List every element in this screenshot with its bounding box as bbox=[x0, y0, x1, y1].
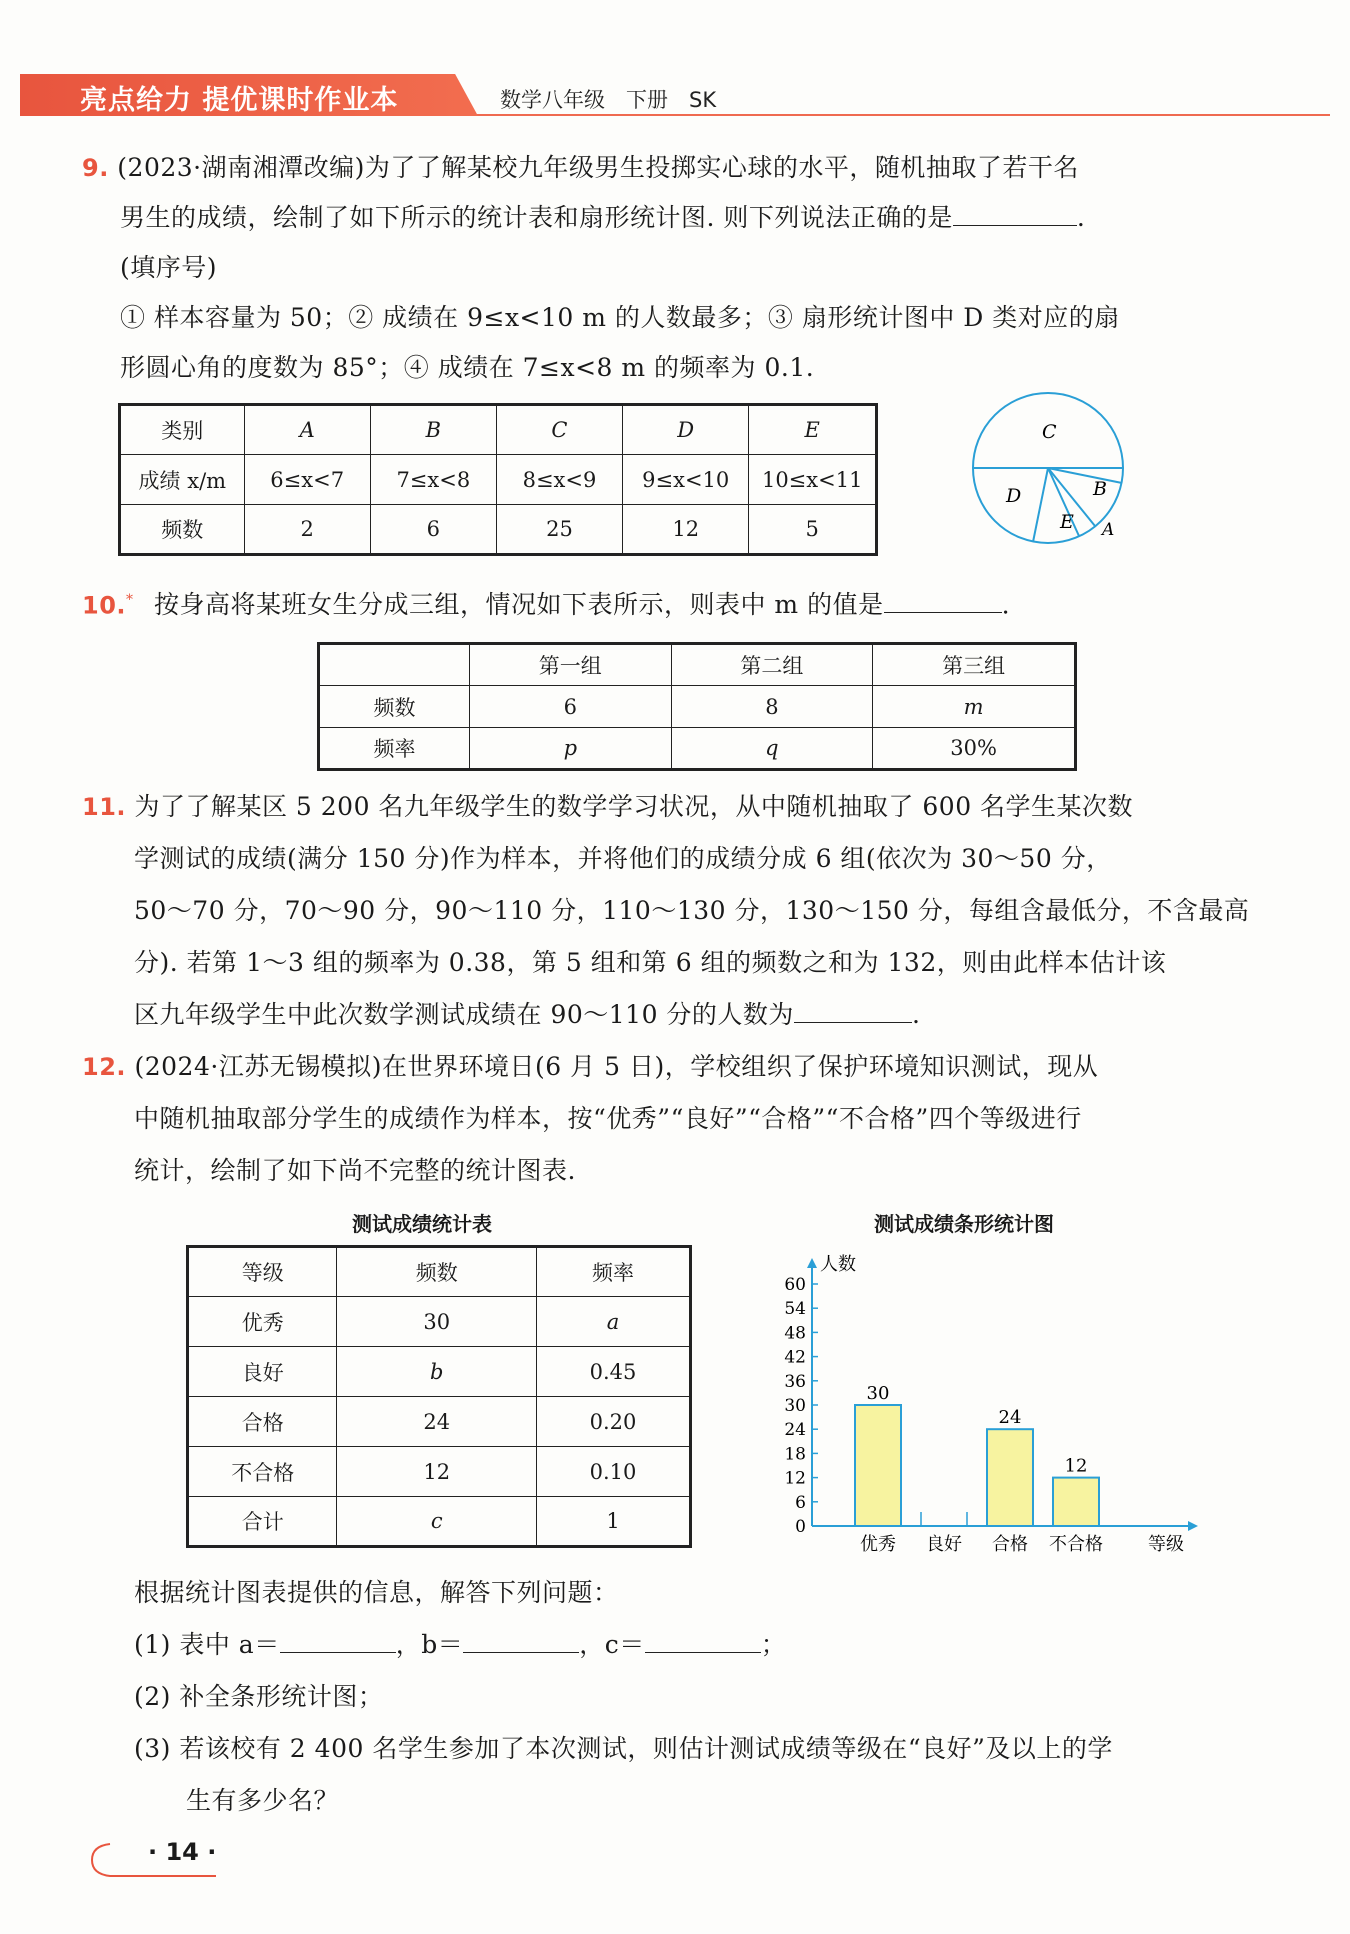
y-tick-label: 30 bbox=[784, 1396, 806, 1416]
q12-sub2: (2) 补全条形统计图； bbox=[134, 1682, 384, 1711]
y-tick-label: 48 bbox=[784, 1323, 806, 1344]
q10-cell: m bbox=[873, 686, 1076, 728]
q12-line2: 中随机抽取部分学生的成绩作为样本，按“优秀”“良好”“合格”“不合格”四个等级进行 bbox=[134, 1104, 1082, 1133]
q10-cell: q bbox=[671, 728, 873, 770]
bar-data-label: 30 bbox=[866, 1383, 890, 1404]
category-label: 优秀 bbox=[860, 1534, 896, 1555]
pie-label-c: C bbox=[1042, 421, 1057, 443]
pie-label-d: D bbox=[1006, 485, 1022, 507]
q9-cell: 类别 bbox=[120, 405, 245, 455]
q9-cell: C bbox=[496, 405, 622, 455]
answer-b-blank[interactable] bbox=[463, 1624, 579, 1653]
pie-label-b: B bbox=[1093, 478, 1107, 500]
q9-answer-blank[interactable] bbox=[953, 197, 1077, 226]
q12-sub3-line1: (3) 若该校有 2 400 名学生参加了本次测试，则估计测试成绩等级在“良好”及以上的学 bbox=[134, 1734, 1113, 1763]
chart-title: 测试成绩条形统计图 bbox=[874, 1212, 1054, 1236]
q10-cell: 8 bbox=[671, 686, 873, 728]
q10-cell: p bbox=[470, 728, 672, 770]
q9-period: . bbox=[1076, 203, 1086, 232]
q12-cell: 等级 bbox=[188, 1247, 337, 1297]
q9-cell: 6≤x<7 bbox=[244, 455, 370, 505]
q12-cell: 合格 bbox=[188, 1397, 337, 1447]
q10-cell: 第三组 bbox=[873, 644, 1076, 686]
x-axis-label: 等级 bbox=[1148, 1534, 1184, 1555]
category-label: 良好 bbox=[926, 1534, 962, 1555]
y-tick-label: 6 bbox=[795, 1492, 806, 1513]
q9-text: (2023·湖南湘潭改编)为了了解某校九年级男生投掷实心球的水平，随机抽取了若干名 bbox=[117, 153, 1079, 182]
q12-sub3-line2: 生有多少名？ bbox=[186, 1786, 340, 1815]
q9-line3: (填序号) bbox=[120, 253, 218, 282]
q12-cell: 0.45 bbox=[537, 1347, 691, 1397]
y-tick-label: 24 bbox=[784, 1420, 806, 1441]
q9-cell: 25 bbox=[496, 505, 622, 555]
q12-line1 bbox=[82, 1042, 1098, 1092]
q12-cell: 频数 bbox=[337, 1247, 537, 1297]
q9-pie-chart bbox=[968, 388, 1128, 548]
y-tick-label: 0 bbox=[795, 1517, 806, 1537]
x-axis-arrow bbox=[1188, 1521, 1198, 1531]
q11-line2: 学测试的成绩(满分 150 分)作为样本，并将他们的成绩分成 6 组(依次为 30～50 分， bbox=[134, 844, 1112, 873]
q12-prompt: 根据统计图表提供的信息，解答下列问题： bbox=[134, 1578, 619, 1607]
sub1-a-label: (1) 表中 a＝ bbox=[134, 1630, 280, 1659]
q9-line2 bbox=[120, 193, 1085, 243]
q11-answer-blank[interactable] bbox=[794, 994, 912, 1023]
q10-cell: 频数 bbox=[319, 686, 470, 728]
q10-answer-blank[interactable] bbox=[884, 584, 1002, 613]
pie-label-e: E bbox=[1060, 511, 1074, 533]
q10-cell: 6 bbox=[470, 686, 672, 728]
q12-line3: 统计，绘制了如下尚不完整的统计图表. bbox=[134, 1156, 576, 1185]
y-axis-label: 人数 bbox=[820, 1254, 856, 1275]
y-tick-label: 12 bbox=[784, 1468, 806, 1489]
category-label: 合格 bbox=[992, 1534, 1028, 1555]
q10-table bbox=[317, 642, 1077, 771]
q10-cell: 30% bbox=[873, 728, 1076, 770]
q11-line5 bbox=[134, 990, 920, 1040]
q9-number: 9. bbox=[82, 154, 109, 182]
answer-a-blank[interactable] bbox=[280, 1624, 396, 1653]
q12-cell: 30 bbox=[337, 1297, 537, 1347]
y-axis-arrow bbox=[807, 1258, 817, 1268]
q9-cell: 成绩 x/m bbox=[120, 455, 245, 505]
q12-cell: 24 bbox=[337, 1397, 537, 1447]
q12-cell: 0.20 bbox=[537, 1397, 691, 1447]
q10-cell: 频率 bbox=[319, 728, 470, 770]
q9-cell: D bbox=[623, 405, 749, 455]
pie-divider bbox=[1033, 468, 1048, 542]
sub1-end: ； bbox=[760, 1630, 787, 1659]
q9-cell: 10≤x<11 bbox=[749, 455, 877, 505]
q12-cell: 优秀 bbox=[188, 1297, 337, 1347]
q11-text5: 区九年级学生中此次数学测试成绩在 90～110 分的人数为 bbox=[134, 1000, 794, 1029]
y-tick-label: 60 bbox=[784, 1275, 806, 1295]
q9-cell: E bbox=[749, 405, 877, 455]
q12-cell: 频率 bbox=[537, 1247, 691, 1297]
bar bbox=[1053, 1478, 1099, 1526]
q11-line1 bbox=[82, 782, 1133, 832]
answer-c-blank[interactable] bbox=[645, 1624, 761, 1653]
q12-cell: a bbox=[537, 1297, 691, 1347]
q9-cell: 12 bbox=[623, 505, 749, 555]
q9-cell: 6 bbox=[370, 505, 496, 555]
q12-cell: 不合格 bbox=[188, 1447, 337, 1497]
q10-text: 按身高将某班女生分成三组，情况如下表所示，则表中 m 的值是 bbox=[153, 590, 884, 620]
pie-label-a: A bbox=[1102, 520, 1115, 540]
q11-text: 为了了解某区 5 200 名九年级学生的数学学习状况，从中随机抽取了 600 名学生某次数 bbox=[134, 792, 1134, 821]
header-subject: 数学八年级 下册 SK bbox=[500, 88, 717, 112]
bar bbox=[855, 1405, 901, 1526]
q10-cell bbox=[319, 644, 470, 686]
q10-line bbox=[82, 575, 1010, 630]
q12-cell: 1 bbox=[537, 1497, 691, 1547]
q10-cell: 第一组 bbox=[470, 644, 672, 686]
q9-frequency-table bbox=[118, 403, 878, 556]
header-series-title: 亮点给力 提优课时作业本 bbox=[80, 85, 399, 116]
sub1-b-label: ，b＝ bbox=[395, 1630, 464, 1659]
q12-sub1 bbox=[134, 1620, 786, 1670]
q12-cell: b bbox=[337, 1347, 537, 1397]
q11-number: 11. bbox=[82, 793, 127, 821]
page-number: · 14 · bbox=[148, 1838, 217, 1866]
q12-cell: c bbox=[337, 1497, 537, 1547]
q9-cell: 频数 bbox=[120, 505, 245, 555]
q9-cell: 5 bbox=[749, 505, 877, 555]
y-tick-label: 54 bbox=[784, 1299, 806, 1320]
q11-period: . bbox=[911, 1000, 921, 1029]
q9-cell: 8≤x<9 bbox=[496, 455, 622, 505]
q9-line5: 形圆心角的度数为 85°；④ 成绩在 7≤x<8 m 的频率为 0.1. bbox=[120, 353, 815, 382]
q12-cell: 良好 bbox=[188, 1347, 337, 1397]
q12-number: 12. bbox=[82, 1053, 127, 1081]
bar-data-label: 12 bbox=[1064, 1455, 1088, 1477]
y-tick-label: 18 bbox=[784, 1444, 806, 1465]
q10-period: . bbox=[1001, 590, 1011, 620]
q12-table-title: 测试成绩统计表 bbox=[352, 1212, 492, 1236]
q10-number: 10. bbox=[82, 591, 127, 620]
q9-line4: ① 样本容量为 50；② 成绩在 9≤x<10 m 的人数最多；③ 扇形统计图中 D 类对应的扇 bbox=[120, 303, 1120, 332]
q9-cell: B bbox=[370, 405, 496, 455]
q12-cell: 合计 bbox=[188, 1497, 337, 1547]
bar-data-label: 24 bbox=[998, 1407, 1022, 1429]
q9-cell: A bbox=[244, 405, 370, 455]
q9-cell: 9≤x<10 bbox=[623, 455, 749, 505]
q9-cell: 2 bbox=[244, 505, 370, 555]
q9-line1 bbox=[82, 143, 1079, 193]
y-tick-label: 36 bbox=[784, 1371, 806, 1392]
q12-table bbox=[186, 1245, 692, 1548]
sub1-c-label: ，c＝ bbox=[579, 1630, 645, 1659]
category-label: 不合格 bbox=[1049, 1534, 1103, 1555]
y-tick-label: 42 bbox=[784, 1347, 806, 1368]
q10-cell: 第二组 bbox=[671, 644, 873, 686]
q9-cell: 7≤x<8 bbox=[370, 455, 496, 505]
q12-text: (2024·江苏无锡模拟)在世界环境日(6 月 5 日)，学校组织了保护环境知识测试，现从 bbox=[134, 1052, 1099, 1081]
bar bbox=[987, 1429, 1033, 1526]
q12-cell: 0.10 bbox=[537, 1447, 691, 1497]
q12-cell: 12 bbox=[337, 1447, 537, 1497]
q9-text2: 男生的成绩，绘制了如下所示的统计表和扇形统计图. 则下列说法正确的是 bbox=[120, 203, 953, 232]
q10-mark: * bbox=[126, 592, 134, 608]
q11-line4: 分). 若第 1～3 组的频率为 0.38，第 5 组和第 6 组的频数之和为 132，则由此样本估计该 bbox=[134, 948, 1167, 977]
bar-chart bbox=[770, 1236, 1210, 1566]
q11-line3: 50～70 分，70～90 分，90～110 分，110～130 分，130～150 分，每组含最低分，不含最高 bbox=[134, 896, 1250, 925]
